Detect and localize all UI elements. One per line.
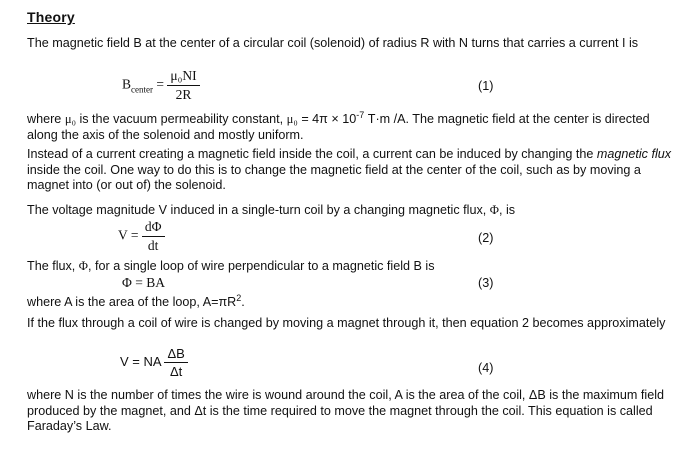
eq4-number: (4) [478, 361, 494, 375]
permeability-paragraph [27, 108, 677, 143]
eq2-lhs: V = [118, 227, 142, 243]
p4-phi: Φ [489, 203, 499, 217]
p3-text-b: inside the coil. One way to do this is to change the magnetic field at the center of the coil, such as by moving a magnet into (or out of) the solenoid. [27, 162, 641, 192]
p6-text-b: . [241, 295, 245, 310]
p6-text-a: where A is the area of the loop, A=πR [27, 295, 237, 310]
eq1-equals: = [153, 76, 168, 92]
eq2-denominator: dt [147, 238, 159, 253]
p2-text-b: is the vacuum permeability constant, [75, 112, 287, 127]
eq2-fraction [142, 219, 165, 254]
p2-text-c: = 4π × 10 [297, 112, 357, 127]
eq3-number: (3) [478, 276, 494, 290]
eq1-lhs: B [122, 76, 132, 92]
faraday-paragraph: where N is the number of times the wire is wound around the coil, A is the area of the coil, ΔB is the maximum field produced by the magnet, and Δt is the time required to move the magnet through the coil. This equation is called Faraday’s Law. [27, 388, 664, 433]
approximation-paragraph: If the flux through a coil of wire is changed by moving a magnet through it, then equation 2 becomes approximately [27, 316, 666, 330]
equation-1 [122, 68, 200, 103]
equation-3: Φ = BA [122, 275, 165, 290]
eq2-numerator: dΦ [142, 219, 165, 237]
eq1-fraction [167, 68, 199, 103]
p2-exponent: -7 [356, 110, 365, 120]
p3-text-a: Instead of a current creating a magnetic field inside the coil, a current can be induced by changing the [27, 147, 597, 161]
p3-emphasis: magnetic flux [596, 147, 672, 161]
p5-text-a: The flux, [27, 259, 79, 273]
section-heading: Theory [27, 9, 75, 25]
eq4-denominator: Δt [169, 364, 183, 379]
induction-paragraph [27, 147, 677, 194]
p4-text-b: , is [498, 203, 516, 217]
eq4-lhs: V = NA [120, 353, 161, 369]
eq4-numerator: ΔB [164, 346, 187, 363]
p6-superscript: 2 [236, 293, 242, 303]
eq1-denominator: 2R [175, 87, 192, 102]
p2-text-d: T·m /A. The magnetic field at the center is directed along the axis of the solenoid and mostly uniform. [27, 112, 650, 142]
equation-4 [120, 346, 188, 379]
intro-paragraph: The magnetic field B at the center of a circular coil (solenoid) of radius R with N turns that carries a current I is [27, 36, 639, 50]
area-paragraph [27, 291, 677, 311]
eq1-number: (1) [478, 79, 494, 93]
equation-2 [118, 219, 165, 254]
p4-text-a: The voltage magnitude V induced in a single-turn coil by a changing magnetic flux, [27, 203, 490, 217]
eq2-number: (2) [478, 231, 494, 245]
p2-mu: μ₀ [64, 112, 76, 127]
eq4-fraction [164, 346, 187, 379]
voltage-paragraph [27, 203, 677, 219]
eq1-lhs-subscript: center [131, 84, 153, 95]
p5-phi: Φ [78, 259, 89, 273]
p2-mu-2: μ₀ [286, 112, 298, 127]
p5-text-b: , for a single loop of wire perpendicular to a magnetic field B is [88, 259, 435, 273]
eq1-numerator: μ₀NI [167, 68, 199, 86]
flux-paragraph [27, 259, 677, 275]
p2-text-a: where [27, 112, 65, 127]
